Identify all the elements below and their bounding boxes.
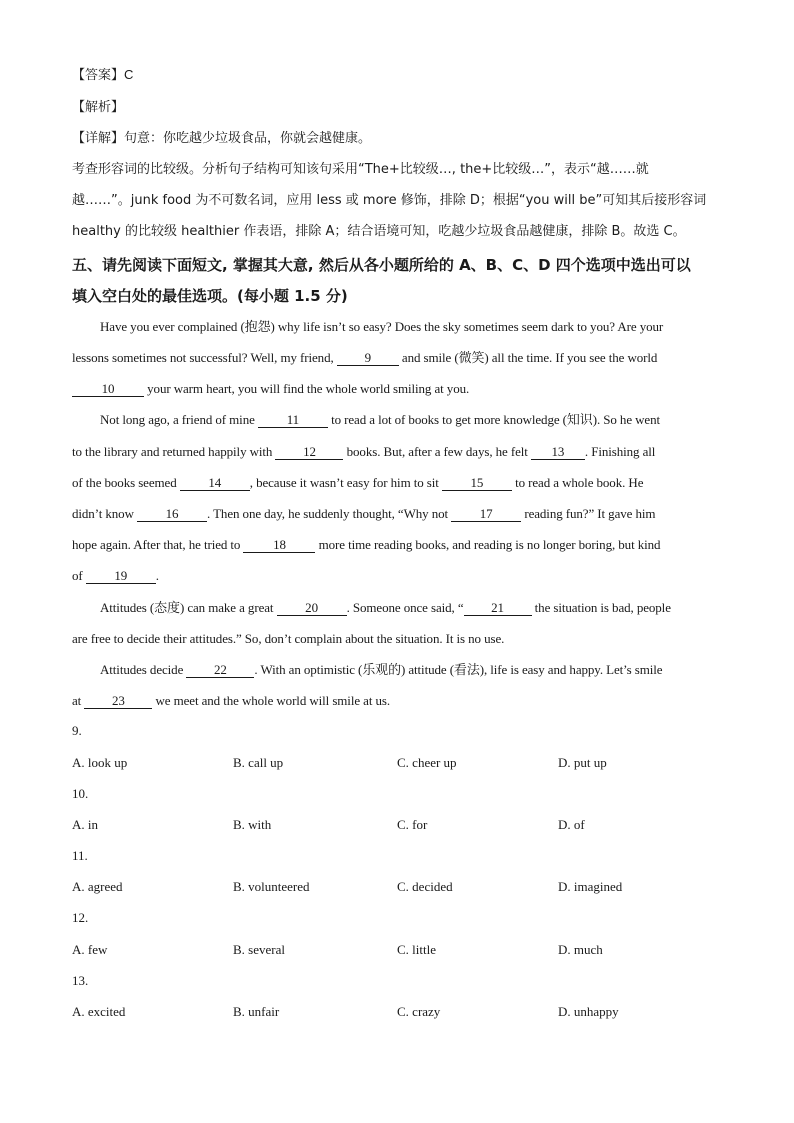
question-number-9: 9. (72, 723, 82, 738)
option-13-d[interactable]: D. unhappy (558, 1004, 619, 1019)
blank-17: 17 (451, 507, 521, 522)
option-12-d[interactable]: D. much (558, 942, 603, 957)
option-13-a[interactable]: A. excited (72, 1004, 126, 1019)
passage-p2-line-1: Not long ago, a friend of mine 11 to read a lot of books to get more knowledge (知识). So he went (100, 412, 661, 427)
option-9-b[interactable]: B. call up (233, 755, 284, 770)
blank-11: 11 (258, 413, 328, 428)
option-11-c[interactable]: C. decided (397, 879, 453, 894)
passage-p3-line-1: Attitudes (态度) can make a great 20 . Someone once said, “ 21 the situation is bad, people (100, 600, 671, 615)
option-12-a[interactable]: A. few (72, 942, 108, 957)
answer-line (72, 66, 133, 85)
option-9-d[interactable]: D. put up (558, 755, 607, 770)
question-number-12: 12. (72, 910, 89, 925)
blank-19: 19 (86, 569, 156, 584)
blank-12: 12 (275, 445, 343, 460)
option-10-b[interactable]: B. with (233, 817, 272, 832)
passage-p4-line-2: at 23 we meet and the whole world will smile at us. (72, 693, 390, 708)
passage-p2-line-2: to the library and returned happily with 12 books. But, after a few days, he felt 13 . Finishing all (72, 444, 656, 459)
section-heading-line-1: 五、请先阅读下面短文, 掌握其大意, 然后从各小题所给的 A、B、C、D 四个选项中选出可以 (72, 256, 691, 274)
option-10-d[interactable]: D. of (558, 817, 585, 832)
blank-13: 13 (531, 445, 585, 460)
blank-23: 23 (84, 694, 152, 709)
passage-p2-line-4: didn’t know 16 . Then one day, he suddenly thought, “Why not 17 reading fun?” It gave him (72, 506, 656, 521)
question-number-10: 10. (72, 786, 89, 801)
blank-14: 14 (180, 476, 250, 491)
blank-15: 15 (442, 476, 512, 491)
blank-9: 9 (337, 351, 399, 366)
option-12-c[interactable]: C. little (397, 942, 436, 957)
blank-21: 21 (464, 601, 532, 616)
option-11-d[interactable]: D. imagined (558, 879, 623, 894)
option-9-c[interactable]: C. cheer up (397, 755, 457, 770)
question-number-13: 13. (72, 973, 89, 988)
option-10-c[interactable]: C. for (397, 817, 428, 832)
detail-line-2: 考查形容词的比较级。分析句子结构可知该句采用“The+比较级…, the+比较级…”，表示“越……就 (72, 162, 649, 177)
option-13-b[interactable]: B. unfair (233, 1004, 280, 1019)
passage-p1-line-2: lessons sometimes not successful? Well, my friend, 9 and smile (微笑) all the time. If you see the world (72, 350, 658, 365)
passage-p2-line-3: of the books seemed 14 , because it wasn’t easy for him to sit 15 to read a whole book. He (72, 475, 644, 490)
section-heading-line-2: 填入空白处的最佳选项。(每小题 1.5 分) (72, 287, 348, 305)
passage-p3-line-2: are free to decide their attitudes.” So, don’t complain about the situation. It is no use. (72, 631, 505, 646)
blank-16: 16 (137, 507, 207, 522)
question-number-11: 11. (72, 848, 88, 863)
passage-p4-line-1: Attitudes decide 22 . With an optimistic (乐观的) attitude (看法), life is easy and happy. Let’s smile (100, 662, 663, 677)
answer-label: 【答案】 (72, 68, 125, 83)
answer-value: C (124, 67, 134, 82)
option-12-b[interactable]: B. several (233, 942, 285, 957)
blank-20: 20 (277, 601, 347, 616)
passage-p2-line-6: of 19 . (72, 568, 159, 583)
option-11-b[interactable]: B. volunteered (233, 879, 310, 894)
detail-line-3: 越……”。junk food 为不可数名词，应用 less 或 more 修饰，排除 D；根据“you will be”可知其后接形容词 (72, 193, 707, 208)
passage-p1-line-3: 10 your warm heart, you will find the whole world smiling at you. (72, 380, 469, 398)
blank-18: 18 (243, 538, 315, 553)
analysis-label: 【解析】 (72, 100, 125, 115)
blank-22: 22 (186, 663, 254, 678)
option-11-a[interactable]: A. agreed (72, 879, 123, 894)
option-9-a[interactable]: A. look up (72, 755, 128, 770)
option-13-c[interactable]: C. crazy (397, 1004, 441, 1019)
option-10-a[interactable]: A. in (72, 817, 98, 832)
detail-line-4: healthy 的比较级 healthier 作表语，排除 A；结合语境可知，吃越少垃圾食品越健康，排除 B。故选 C。 (72, 224, 686, 239)
passage-p2-line-5: hope again. After that, he tried to 18 more time reading books, and reading is no longer boring, but kind (72, 537, 661, 552)
detail-line-1: 【详解】句意：你吃越少垃圾食品，你就会越健康。 (72, 131, 372, 146)
passage-p1-line-1: Have you ever complained (抱怨) why life isn’t so easy? Does the sky sometimes seem dark to you? Are your (100, 319, 664, 334)
blank-10: 10 (72, 382, 144, 397)
